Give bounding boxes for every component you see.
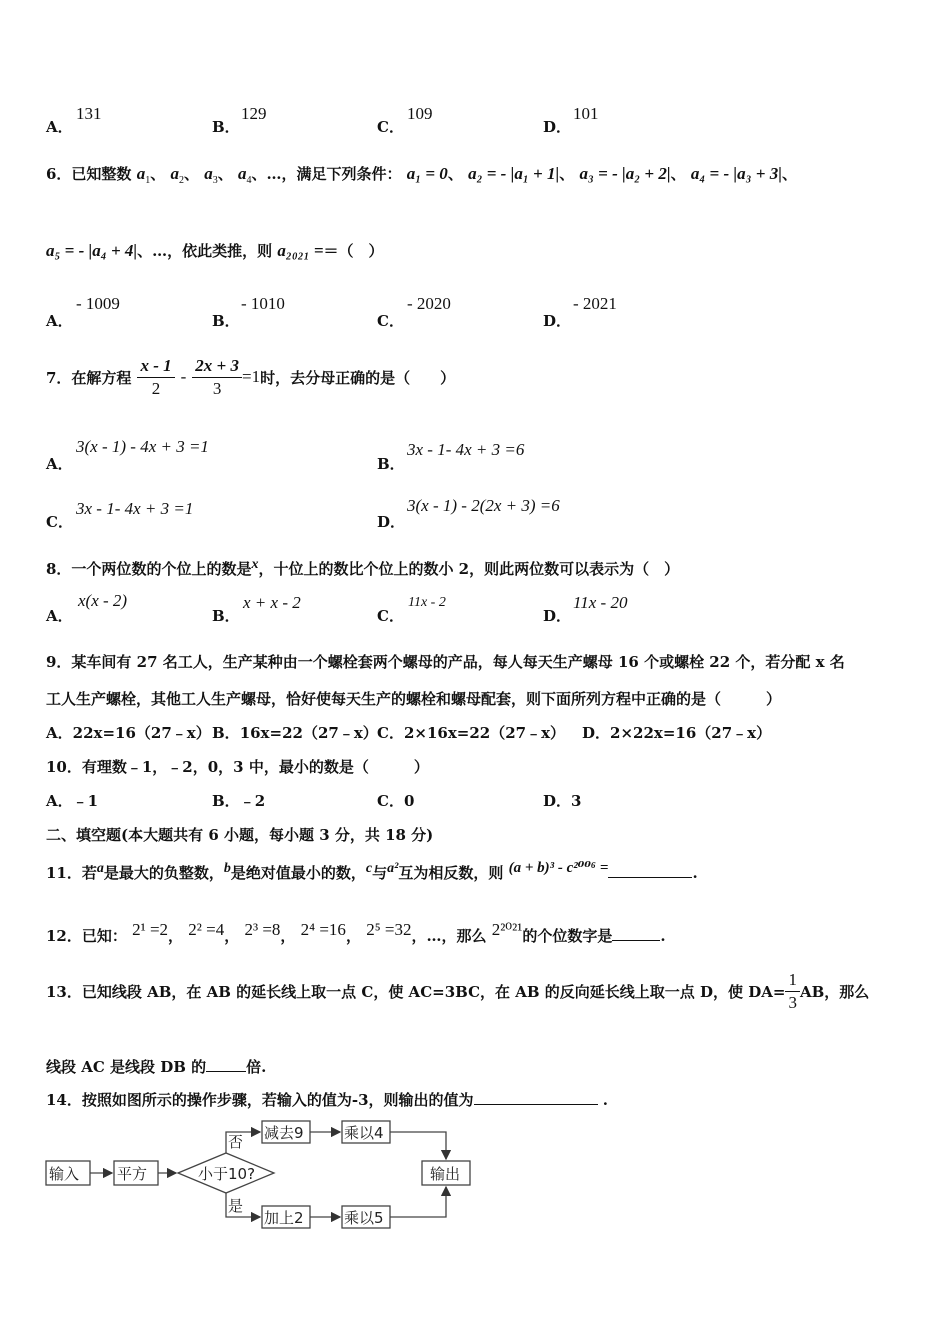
question-11	[46, 858, 698, 883]
q10-option-c-letter: C．	[377, 792, 404, 810]
q11-part-4: 与	[372, 864, 388, 882]
q13-frac-num: 1	[785, 969, 800, 992]
q6-seq-3: a	[204, 164, 213, 183]
q10-option-a-letter: A．	[46, 792, 73, 810]
q14-end: .	[602, 1091, 609, 1109]
q8-option-c-value: 11x - 2	[408, 595, 446, 610]
q9-option-c-letter: C．	[377, 724, 404, 742]
q10-option-a-value: ﹣1	[72, 792, 99, 810]
q13-line1-a: 13．已知线段 AB，在 AB 的延长线上取一点 C，使 AC=3BC，在 AB 的反向延长线上取一点 D，使 DA=	[46, 982, 786, 1001]
flow-add2-label: 加上2	[264, 1209, 304, 1227]
q7-option-b-letter: B．	[377, 455, 405, 473]
q8-option-c-letter: C．	[377, 607, 404, 625]
q7-frac2-num: 2x + 3	[192, 355, 242, 378]
q7-frac1-den: 2	[151, 378, 161, 398]
q6-ask: ＝（ ）	[323, 242, 384, 260]
q12-eq-2: 2² =4	[188, 920, 225, 939]
q7-option-a-value: 3(x - 1) - 4x + 3 =1	[76, 437, 209, 456]
q12-comma-4: ，	[345, 927, 361, 945]
q6-seq-1: a	[136, 164, 146, 183]
q13-line1-b: AB，那么	[799, 982, 870, 1001]
q14-flowchart	[40, 1116, 480, 1236]
q9-line-1: 9．某车间有 27 名工人，生产某种由一个螺栓套两个螺母的产品，每人每天生产螺母 16 个或螺栓 22 个，若分配 x 名	[46, 653, 845, 671]
q11-part-1: 11．若	[46, 864, 97, 882]
q7-option-b-value: 3x - 1- 4x + 3 =6	[407, 440, 525, 459]
flow-mul4-label: 乘以4	[344, 1124, 384, 1142]
q9-option-b	[212, 722, 378, 743]
q6-sep-7: 、	[781, 165, 797, 183]
q5-option-c-value: 109	[407, 104, 433, 123]
q11-var-b: b	[223, 861, 231, 876]
q13-answer-blank[interactable]	[206, 1057, 246, 1072]
q5-option-b-value: 129	[241, 104, 267, 123]
q9-option-a	[46, 722, 211, 743]
q7-option-d-value: 3(x - 1) - 2(2x + 3) =6	[407, 496, 560, 515]
q6-cond-2: a₂ = - |a₁ + 1|	[468, 164, 560, 183]
q7-option-c-letter: C．	[46, 513, 73, 531]
q10-option-b	[212, 790, 265, 811]
q8-var: x	[251, 557, 259, 572]
question-6-line1	[46, 163, 797, 186]
q9-option-c-value: 2×16x=22（27﹣x）	[403, 724, 566, 742]
q6-seq-sub-2: 2	[178, 175, 184, 186]
q6-sep-5: 、	[559, 165, 575, 183]
q6-sep-3: 、	[217, 165, 233, 183]
q10-option-d-value: 3	[571, 792, 582, 810]
q6-target: a₂₀₂₁ =	[277, 241, 324, 260]
question-7	[46, 352, 455, 402]
q11-part-2: 是最大的负整数，	[103, 864, 224, 882]
q6-seq-sub-1: 1	[145, 175, 151, 186]
question-8	[46, 557, 679, 579]
q6-cond-3: a₃ = - |a₂ + 2|	[579, 164, 671, 183]
question-12	[46, 920, 666, 946]
q13-line2-a: 线段 AC 是线段 DB 的	[46, 1058, 207, 1076]
q6-sep-4: 、	[447, 165, 463, 183]
q10-option-d-letter: D．	[543, 792, 572, 810]
q9-option-a-value: 22x=16（27﹣x）	[72, 724, 211, 742]
q10-option-c	[377, 790, 414, 811]
flow-yes-label: 是	[228, 1197, 244, 1215]
question-10: 10．有理数﹣1，﹣2，0，3 中，最小的数是（ ）	[46, 758, 429, 776]
q5-option-d-letter: D．	[543, 118, 572, 136]
q11-part-3: 是绝对值最小的数，	[230, 864, 366, 882]
q12-part-3: 的个位数字是	[522, 927, 613, 945]
q9-option-d-value: 2×22x=16（27﹣x）	[610, 724, 772, 742]
q6-tail: 、…，依此类推，则	[137, 242, 273, 260]
q7-fraction-2	[192, 355, 242, 400]
q6-option-a-letter: A．	[46, 312, 73, 330]
q6-cond-1: a₁ = 0	[406, 164, 448, 183]
q6-seq-4: a	[237, 164, 247, 183]
q6-intro: 6．已知整数	[46, 165, 132, 183]
q6-option-c-letter: C．	[377, 312, 404, 330]
q5-option-d-value: 101	[573, 104, 599, 123]
q6-option-b-value: - 1010	[241, 294, 285, 313]
q14-answer-blank[interactable]	[474, 1090, 598, 1105]
section-2-heading: 二、填空题(本大题共有 6 小题，每小题 3 分，共 18 分)	[46, 826, 434, 844]
q8-text-a: 8．一个两位数的个位上的数是	[46, 560, 252, 578]
q12-end: .	[660, 927, 666, 945]
q11-end: .	[692, 864, 698, 882]
q12-eq-4: 2⁴ =16	[300, 920, 346, 939]
q6-seq-sub-3: 3	[212, 175, 218, 186]
question-13-line1	[46, 965, 869, 1017]
q6-option-d-letter: D．	[543, 312, 572, 330]
q8-option-b-value: x + x - 2	[243, 593, 301, 612]
q7-option-d-letter: D．	[377, 513, 406, 531]
flow-output-label: 输出	[430, 1165, 461, 1183]
q6-option-c-value: - 2020	[407, 294, 451, 313]
q12-power: 2²⁰²¹	[491, 920, 523, 939]
q13-line2-b: 倍.	[246, 1058, 267, 1076]
flow-input-label: 输入	[49, 1165, 80, 1183]
q12-answer-blank[interactable]	[612, 926, 660, 941]
q11-answer-blank[interactable]	[608, 863, 692, 878]
q7-rhs: =1	[241, 367, 261, 386]
q5-option-c-letter: C．	[377, 118, 404, 136]
flow-square-label: 平方	[117, 1165, 148, 1183]
q12-eq-1: 2¹ =2	[132, 920, 169, 939]
q11-part-5: 互为相反数，则	[398, 864, 504, 882]
q14-text: 14．按照如图所示的操作步骤，若输入的值为-3，则输出的值为	[46, 1091, 474, 1109]
q13-frac-den: 3	[788, 992, 797, 1012]
q9-option-b-value: 16x=22（27﹣x）	[239, 724, 378, 742]
q12-eq-5: 2⁵ =32	[366, 920, 412, 939]
q6-option-b-letter: B．	[212, 312, 240, 330]
q10-option-b-value: ﹣2	[239, 792, 266, 810]
q8-text-b: ，十位上的数比个位上的数小 2，则此两位数可以表示为（ ）	[258, 560, 680, 578]
q6-sep-1: 、	[150, 165, 166, 183]
q8-option-d-letter: D．	[543, 607, 572, 625]
q12-comma-3: ，	[280, 927, 296, 945]
q10-option-b-letter: B．	[212, 792, 240, 810]
q8-option-d-value: 11x - 20	[573, 593, 628, 612]
q7-minus: -	[180, 367, 187, 386]
flow-condition-label: 小于10?	[198, 1165, 256, 1183]
q6-option-d-value: - 2021	[573, 294, 617, 313]
q5-option-b-letter: B．	[212, 118, 240, 136]
q5-option-a-letter: A．	[46, 118, 73, 136]
q8-option-a-value: x(x - 2)	[78, 591, 128, 610]
q7-fraction-1	[137, 355, 174, 400]
q6-option-a-value: - 1009	[76, 294, 120, 313]
q7-option-c-value: 3x - 1- 4x + 3 =1	[76, 499, 194, 518]
q12-part-2: ，…，那么	[411, 927, 487, 945]
q9-option-d-letter: D．	[582, 724, 611, 742]
q8-option-b-letter: B．	[212, 607, 240, 625]
question-14	[46, 1089, 608, 1110]
q6-seq-sub-4: 4	[246, 175, 252, 186]
q6-sep-2: 、	[183, 165, 199, 183]
q9-option-a-letter: A．	[46, 724, 73, 742]
question-13-line2	[46, 1056, 266, 1077]
q10-option-d	[543, 790, 581, 811]
flow-sub9-label: 减去9	[264, 1124, 304, 1142]
q11-expression: (a + b)³ - c²⁰⁰⁶ =	[508, 860, 609, 876]
q7-tail: 时，去分母正确的是（ ）	[260, 368, 456, 387]
q7-intro: 7．在解方程	[46, 368, 132, 387]
q7-option-a-letter: A．	[46, 455, 73, 473]
q10-option-c-value: 0	[403, 792, 415, 810]
question-6-line2	[46, 240, 384, 261]
q7-frac1-num: x - 1	[137, 355, 174, 378]
q12-comma-1: ，	[168, 927, 184, 945]
q11-var-a-squared: a²	[387, 861, 399, 876]
q5-option-a-value: 131	[76, 104, 102, 123]
q10-option-a	[46, 790, 98, 811]
q11-var-a: a	[96, 861, 104, 876]
q9-option-c	[377, 722, 565, 743]
flow-mul5-label: 乘以5	[344, 1209, 384, 1227]
q12-comma-2: ，	[224, 927, 240, 945]
q6-conditions-label: 、…，满足下列条件：	[251, 165, 402, 183]
q9-option-d	[582, 722, 771, 743]
q7-frac2-den: 3	[212, 378, 222, 398]
q12-eq-3: 2³ =8	[244, 920, 281, 939]
q12-part-1: 12．已知：	[46, 927, 127, 945]
q9-option-b-letter: B．	[212, 724, 240, 742]
q9-line-2: 工人生产螺栓，其他工人生产螺母，恰好使每天生产的螺栓和螺母配套，则下面所列方程中正确的是（ ）	[46, 690, 782, 708]
flow-no-label: 否	[228, 1133, 244, 1151]
q13-fraction	[785, 969, 800, 1014]
q6-cond-4: a₄ = - |a₃ + 3|	[690, 164, 782, 183]
q6-cond-5: a₅ = - |a₄ + 4|	[46, 241, 138, 260]
q11-var-c: c	[365, 861, 373, 876]
q8-option-a-letter: A．	[46, 607, 73, 625]
q6-sep-6: 、	[670, 165, 686, 183]
q6-seq-2: a	[170, 164, 179, 183]
